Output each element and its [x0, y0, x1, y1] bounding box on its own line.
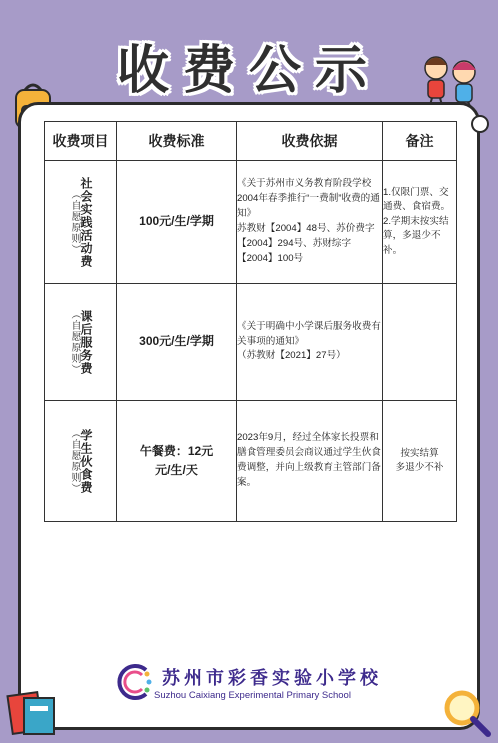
fee-basis-cell [237, 161, 383, 284]
fee-item-name: 社会实践活动费 [79, 176, 93, 268]
books-icon [6, 686, 60, 736]
fee-basis-text: 苏教财【2004】48号、苏价费字【2004】294号、苏财综字【2004】100号 [237, 223, 375, 264]
fee-basis-text: 2023年9月，经过全体家长投票和膳食管理委员会商议通过学生伙食费调整，并向上级教育主管部门备案。 [237, 432, 381, 488]
fee-item-principle: （自愿原则） [69, 428, 80, 494]
fee-item-principle: （自愿原则） [69, 309, 80, 375]
magnifier-icon [440, 686, 492, 738]
fee-standard-unit: 元/生/天 [155, 463, 198, 477]
fee-basis-text: 《关于苏州市义务教育阶段学校2004年春季推行“一费制”收费的通知》 [237, 178, 380, 220]
page-title: 收费公示 [116, 42, 381, 100]
fee-standard-cell [117, 401, 237, 522]
fee-standard: 午餐费：12元 [139, 443, 214, 458]
header-item: 收费项目 [45, 122, 117, 161]
fee-item-name: 学生伙食费 [79, 428, 93, 494]
fee-standard: 100元/生/学期 [117, 161, 237, 284]
table-row [45, 161, 457, 284]
fee-basis-text: （苏教财【2021】27号） [237, 350, 346, 362]
fee-table [44, 121, 457, 522]
table-header-row [45, 122, 457, 161]
fee-note-cell [383, 284, 457, 401]
fee-note-text: 多退少不补 [395, 462, 444, 473]
fee-item-cell [45, 401, 117, 522]
school-name-english: Suzhou Caixiang Experimental Primary School [154, 690, 351, 701]
header-basis: 收费依据 [237, 122, 383, 161]
fee-basis-cell [237, 284, 383, 401]
fee-note-cell [383, 161, 457, 284]
fee-basis-text: 《关于明确中小学课后服务收费有关事项的通知》 [237, 320, 381, 347]
fee-item-cell [45, 161, 117, 284]
school-logo-icon [116, 662, 156, 702]
fee-note-text: 按实结算 [400, 447, 439, 459]
table-row [45, 401, 457, 522]
fee-note-text: 2.学期末按实结算，多退少不补。 [383, 215, 449, 256]
fee-note-cell [383, 401, 457, 522]
school-brand [116, 660, 396, 710]
header-note: 备注 [383, 122, 457, 161]
fee-basis-cell [237, 401, 383, 522]
fee-item-principle: （自愿原则） [69, 189, 80, 255]
fee-item-name: 课后服务费 [79, 309, 93, 375]
fee-note-text: 1.仅限门票、交通费、食宿费。 [383, 187, 451, 213]
school-name: 苏州市彩香实验小学校 [162, 668, 382, 689]
table-row [45, 284, 457, 401]
fee-standard: 300元/生/学期 [117, 284, 237, 401]
fee-item-cell [45, 284, 117, 401]
header-standard: 收费标准 [117, 122, 237, 161]
